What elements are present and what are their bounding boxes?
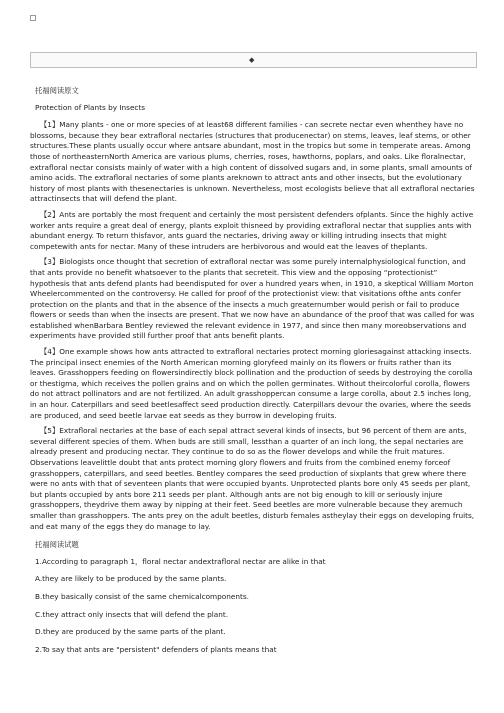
passage-title: Protection of Plants by Insects xyxy=(35,102,146,112)
question-1: 1.According to paragraph 1，floral nectar andextrafloral nectar are alike in that xyxy=(35,556,326,566)
paragraph-1 xyxy=(30,120,478,205)
corner-marker xyxy=(30,15,36,21)
paragraph-5 xyxy=(30,426,478,532)
paragraph-text: Many plants - one or more species of at least68 different families - can secrete nectar even whenthey have no blossoms, because they bear extrafloral nectaries (structures that producenectar) on stems, leaves, leaf stems, or other structures.These plants usually occur where antsare abundant, most in the tropics but some in temperate areas. Among those of northeasternNorth America are various plums, cherries, roses, hawthorns, poplars, and oaks. Like floralnectar, extrafloral nectar consists mainly of water with a high content of dissolved sugars and, in some plants, small amounts of amino acids. The extrafloral nectaries of some plants areknown to attract ants and other insects, but the evolutionary history of most plants with thesenectaries is unknown. Nevertheless, most ecologists believe that all extrafloral nectaries attractinsects that will defend the plant. xyxy=(30,120,475,204)
option-a: A.they are likely to be produced by the same plants. xyxy=(35,574,227,584)
paragraph-number: 【3】 xyxy=(40,257,60,267)
paragraph-text: Biologists once thought that secretion of extrafloral nectar was some purely internalphysiological function, and that ants provide no benefit whatsoever to the plants that secreteit. This view and the opposing “protectionist” hypothesis that ants defend plants had beendisputed for over a hundred years when, in 1910, a skeptical William Morton Wheelercommented on the controversy. He called for proof of the protectionist view: that visitations ofthe ants confer protection on the plants and that in the absence of the insects a much greaternumber would perish or fail to produce flowers or seeds than when the insects are present. That we now have an abundance of the proof that was called for was established whenBarbara Bentley reviewed the relevant evidence in 1977, and since then many moreobservations and experiments have provided still further proof that ants benefit plants. xyxy=(30,257,475,341)
diamond-icon: ◆ xyxy=(249,56,255,64)
option-b: B.they basically consist of the same chemicalcomponents. xyxy=(35,591,249,601)
header-bar xyxy=(30,52,477,68)
paragraph-text: Extrafloral nectaries at the base of each sepal attract several kinds of insects, but 96 percent of them are ants, several different species of them. When buds are still small, lessthan a quarter of an inch long, the sepal nectaries are already present and producing nectar. They continue to do so as the flower develops and while the fruit matures. Observations leavelittle doubt that ants protect morning glory flowers and fruits from the combined enemy forceof grasshoppers, caterpillars, and seed beetles. Bentley compares the seed production of sixplants that grew where there were no ants with that of seventeen plants that were occupied byants. Unprotected plants bore only 45 seeds per plant, but plants occupied by ants bore 211 seeds per plant. Although ants are not big enough to kill or seriously injure grasshoppers, theydrive them away by nipping at their feet. Seed beetles are more vulnerable because they aremuch smaller than grasshoppers. The ants prey on the adult beetles, disturb females astheylay their eggs on developing fruits, and eat many of the eggs they do manage to lay. xyxy=(30,426,475,531)
reading-heading: 托福阅读原文 xyxy=(35,86,79,95)
paragraph-number: 【1】 xyxy=(40,120,60,130)
paragraph-text: Ants are portably the most frequent and certainly the most persistent defenders ofplants. Since the highly active worker ants require a great deal of energy, plants exploit thisneed by providing extrafloral nectar that supplies ants with abundant energy. To return thisfavor, ants guard the nectaries, driving away or killing intruding insects that might competewith ants for nectar. Many of these intruders are herbivorous and would eat the leaves of theplants. xyxy=(30,209,474,251)
paragraph-2 xyxy=(30,210,478,252)
paragraph-number: 【5】 xyxy=(40,426,60,436)
question-2: 2.To say that ants are "persistent" defenders of plants means that xyxy=(35,644,277,654)
option-d: D.they are produced by the same parts of the plant. xyxy=(35,627,226,637)
questions-heading: 托福阅读试题 xyxy=(35,540,79,550)
paragraph-number: 【4】 xyxy=(40,347,60,357)
document-body xyxy=(30,86,478,662)
option-c: C.they attract only insects that will defend the plant. xyxy=(35,609,229,619)
paragraph-text: One example shows how ants attracted to extrafloral nectaries protect morning gloriesagainst attacking insects. The principal insect enemies of the North American morning gloryfeed mainly on its flowers or fruits rather than its leaves. Grasshoppers feeding on flowersindirectly block pollination and the production of seeds by destroying the corolla or thestigma, which receives the pollen grains and on which the pollen germinates. Without theircolorful corolla, flowers do not attract pollinators and are not fertilized. An adult grasshoppercan consume a large corolla, about 2.5 inches long, in an hour. Caterpillars and seed beetlesaffect seed production directly. Caterpillars devour the ovaries, where the seeds are produced, and seed beetle larvae eat seeds as they burrow in developing fruits. xyxy=(30,347,473,420)
paragraph-4 xyxy=(30,347,478,421)
paragraph-3 xyxy=(30,257,478,342)
paragraph-number: 【2】 xyxy=(40,209,60,219)
